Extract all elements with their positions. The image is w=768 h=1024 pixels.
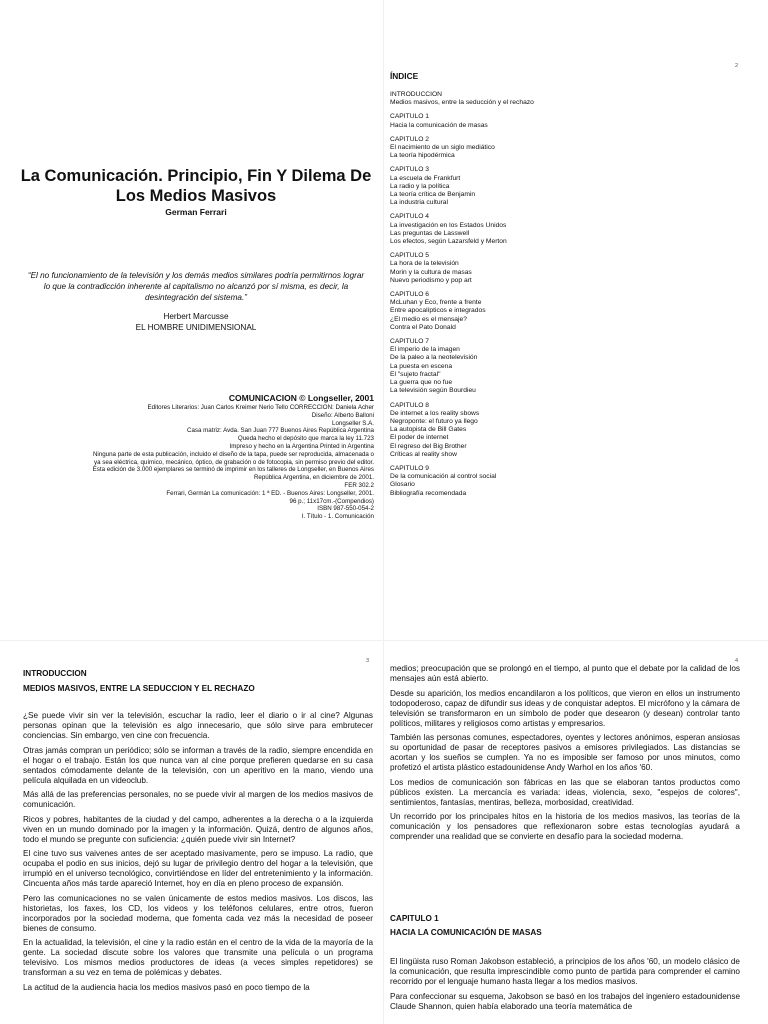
copyright-line: ya sea eléctrica, químico, mecánico, óptico, de grabación o de fotocopia, sin permiso previo del editor.: [94, 458, 374, 466]
paragraph: El cine tuvo sus vaivenes antes de ser aceptado masivamente, pero se impuso. La radio, que ocupaba el podio en sus inicios, dejó su lugar de privilegio dentro del hogar a la televisión, que irrumpió en el universo tecnológico, convirtiéndose en líder del entretenimiento y la información. Cincuenta años más tarde apareció Internet, hoy en día en pleno proceso de expansión.: [23, 849, 373, 888]
index-entry: La hora de la televisión: [390, 260, 459, 268]
index-group: [390, 136, 720, 161]
index-entry: El poder de internet: [390, 434, 449, 442]
paragraph: Los medios de comunicación son fábricas en las que se elaboran tantos productos como públicos existen. La mercancía es variada: ideas, violencia, sexo, "espejos de colores", sentimientos, fantasías, mentiras, belleza, morbosidad, creatividad.: [390, 777, 740, 807]
index-group: [390, 213, 720, 246]
index-entry: Hacia la comunicación de masas: [390, 121, 488, 129]
copyright-line: Queda hecho el depósito que marca la ley 11.723: [237, 435, 374, 443]
index-entry: Glosario: [390, 481, 415, 489]
copyright-line: FER 302.2: [344, 481, 374, 489]
index-section-title: CAPITULO 2: [390, 135, 430, 143]
index-entry: McLuhan y Eco, frente a frente: [390, 299, 482, 307]
chapter-page: [384, 641, 768, 1024]
section-subheading: MEDIOS MASIVOS, ENTRE LA SEDUCCION Y EL RECHAZO: [23, 684, 255, 693]
index-section-title: CAPITULO 1: [390, 113, 430, 121]
index-entry: De internet a los reality sbows: [390, 409, 480, 417]
page-number: 3: [365, 658, 369, 664]
index-page: [384, 0, 768, 640]
index-group: [390, 252, 720, 285]
index-entry: De la comunicación al control social: [390, 473, 497, 481]
index-entry: La radio y la política: [390, 182, 450, 190]
title-page: [0, 0, 383, 640]
copyright-block: [28, 393, 374, 521]
chapter-body-top: [390, 664, 740, 847]
paragraph: Más allá de las preferencias personales, no se puede vivir al margen de los medios masivos de comunicación.: [23, 790, 373, 809]
copyright-line: ISBN 987-550-054-2: [317, 505, 374, 513]
copyright-line: Diseño: Alberto Balloni: [311, 411, 374, 419]
index-section-title: CAPITULO 8: [390, 401, 430, 409]
index-group: [390, 338, 720, 395]
index-entry: Medios masivos, entre la seducción y el rechazo: [390, 99, 534, 107]
index-entry: Bibliografía recomendada: [390, 489, 467, 497]
paragraph: Para confeccionar su esquema, Jakobson se basó en los trabajos del ingeniero estadounidense Claude Shannon, quien había elaborado una teoría matemática de: [390, 991, 740, 1011]
index-entry: Morin y la cultura de masas: [390, 268, 472, 276]
paragraph: Ricos y pobres, habitantes de la ciudad y del campo, adherentes a la derecha o a la izquierda viven en un mundo dominado por la imagen y la información. Quizá, dentro de algunos años, todo el mundo se pregunte con suficiencia: ¿quién puede vivir sin Internet?: [23, 814, 373, 844]
index-group: [390, 91, 720, 107]
copyright-title: COMUNICACION © Longseller, 2001: [228, 393, 374, 403]
copyright-line: Ninguna parte de esta publicación, incluido el diseño de la tapa, puede ser reproducida, almacenada o: [92, 450, 374, 458]
index-section-title: CAPITULO 6: [390, 291, 430, 299]
chapter-subheading: HACIA LA COMUNICACIÓN DE MASAS: [390, 928, 542, 937]
index-section-title: CAPITULO 4: [390, 213, 430, 221]
index-section-title: CAPITULO 7: [390, 338, 430, 346]
epigraph-quote: “El no funcionamiento de la televisión y los demás medios similares podría permitirnos lograr lo que la contradicción inherente al capitalismo no alcanzó por sí misma, es decir, la desintegración del sistema.”: [27, 271, 365, 302]
index-title: ÍNDICE: [390, 71, 419, 81]
index-section-title: CAPITULO 9: [390, 464, 430, 472]
copyright-line: Editores Literarios: Juan Carlos Kreimer Nerio Tello CORRECCION: Daniela Acher: [147, 404, 374, 411]
index-entry: El regreso del Big Brother: [390, 442, 467, 450]
page-number: 2: [734, 63, 738, 69]
index-entry: La teoría crítica de Benjamin: [390, 191, 476, 199]
chapter-heading: CAPITULO 1: [390, 914, 439, 923]
copyright-line: I. Título - 1. Comunicación: [301, 513, 374, 521]
index-entry: La investigación en los Estados Unidos: [390, 221, 507, 229]
book-title: La Comunicación. Principio, Fin Y Dilema De Los Medios Masivos: [20, 167, 372, 205]
index-entry: La autopista de Bill Gates: [390, 426, 467, 434]
epigraph-author: Herbert Marcusse: [163, 312, 229, 321]
copyright-line: Casa matriz: Avda. San Juan 777 Buenos Aires República Argentina: [186, 427, 374, 435]
index-entry: De la paleo a la neotelevisión: [390, 354, 478, 362]
introduction-body: [23, 711, 373, 997]
index-entry: El imperio de la imagen: [390, 346, 460, 354]
index-entry: La guerra que no fue: [390, 379, 453, 387]
paragraph: También las personas comunes, espectadores, oyentes y lectores anónimos, esperan ansiosas su oportunidad de pasar de receptores pasivos a emisores privilegiados. Las distancias se acortan y los sueños se cumplen. Ya no es imposible ser famoso por unos minutos, como profetizó el artista plástico estadounidense Andy Warhol en los años '60.: [390, 733, 740, 772]
epigraph-book: EL HOMBRE UNIDIMENSIONAL: [135, 323, 257, 332]
index-entry: La televisión según Bourdieu: [390, 387, 476, 395]
paragraph: La actitud de la audiencia hacia los medios masivos pasó en poco tiempo de la: [23, 982, 310, 992]
copyright-line: Esta edición de 3.000 ejemplares se terminó de imprimir en los talleres de Longseller, en Buenos Aires: [92, 466, 374, 474]
chapter-body-bottom: [390, 957, 740, 1016]
index-group: [390, 291, 720, 332]
book-author: German Ferrari: [165, 207, 227, 217]
paragraph: Otras jamás compran un periódico; sólo se informan a través de la radio, siempre encendida en el hogar o el trabajo. Están los que nunca van al cine porque prefieren quedarse en su casa sentados cómodamente delante de la televisión, con un aperitivo en la mano, viendo una película alquilada en un videoclub.: [23, 745, 373, 785]
index-entry: Negroponte: el futuro ya llego: [390, 417, 478, 425]
index-entry: El nacimiento de un siglo mediático: [390, 144, 495, 152]
index-entry: La industria cultural: [390, 199, 448, 207]
copyright-line: Ferrari, Germán La comunicación: 1 ª ED. - Buenos Aires: Longseller, 2001.: [166, 489, 374, 497]
index-group: [390, 113, 720, 129]
copyright-line: 96 p.; 11x17cm.-(Compendios): [289, 497, 374, 505]
index-entry: La escuela de Frankfurt: [390, 174, 461, 182]
index-entry: Los efectos, según Lazarsfeld y Merton: [390, 238, 507, 246]
paragraph: medios; preocupación que se prolongó en el tiempo, al punto que el debate por la calidad de los mensajes aún está abierto.: [390, 664, 740, 683]
paragraph: El lingüista ruso Roman Jakobson estableció, a principios de los años '60, un modelo clásico de la comunicación, que resulta imprescindible como punto de partida para comprender el camino recorrido por el lenguaje humano hasta llegar a los medios masivos.: [390, 957, 740, 986]
paragraph: Pero las comunicaciones no se valen únicamente de estos medios masivos. Los discos, las historietas, los faxes, los CD, los videos y los teléfonos celulares, entre otros, fueron incorporados por la sociedad moderna, que fomenta cada vez más la necesidad de poseer bienes de consumo.: [23, 893, 373, 933]
paragraph: Un recorrido por los principales hitos en la historia de los medios masivos, las teorías de la comunicación y los pensadores que reflexionaron sobre estas tecnologías ayudará a comprender una realidad que se convierte en desafío para la sociedad moderna.: [390, 812, 740, 841]
copyright-lines: [28, 404, 374, 521]
copyright-line: Impreso y hecho en la Argentina Printed in Argentina: [229, 442, 374, 450]
page-number: 4: [734, 658, 738, 664]
index-entry: La teoría hipodérmica: [390, 152, 455, 160]
index-group: [390, 465, 720, 498]
index-section-title: INTRODUCCION: [390, 91, 443, 98]
index-section-title: CAPITULO 5: [390, 252, 430, 260]
paragraph: En la actualidad, la televisión, el cine y la radio están en el centro de la vida de la mayoría de la gente. La sociedad discute sobre los valores que transmite una película o un programa televisivo. Los mismos medios productores de ideas (a veces simples repetidores) se transforman a su vez en tema de polémicas y debates.: [23, 938, 373, 977]
section-heading: INTRODUCCION: [23, 669, 87, 678]
paragraph: Desde su aparición, los medios encandilaron a los políticos, que vieron en ellos un instrumento todopoderoso, capaz de difundir sus ideas y de conquistar adeptos. El micrófono y la cámara de televisión se transformaron en un símbolo de poder que desearon (y desean) controlar tanto políticos, militares y religiosos como artistas y empresarios.: [390, 688, 740, 728]
introduction-page: [0, 641, 383, 1024]
index-entry: Contra el Pato Donald: [390, 323, 456, 331]
index-group: [390, 402, 720, 459]
index-entry: Entre apocalípticos e integrados: [390, 307, 486, 315]
index-entry: Las preguntas de Lasswell: [390, 229, 470, 237]
index-entry: La puesta en escena: [390, 362, 453, 370]
index-section-title: CAPITULO 3: [390, 166, 430, 174]
index-entry: Nuevo periodismo y pop art: [390, 276, 472, 284]
index-entry: El "sujeto fractal": [390, 370, 441, 378]
index-entry: Críticas al reality show: [390, 450, 457, 458]
copyright-line: República Argentina, en diciembre de 2001.: [253, 474, 374, 482]
index-group: [390, 166, 720, 207]
copyright-line: Longseller S.A.: [332, 419, 374, 427]
index-list: [390, 91, 720, 504]
index-entry: ¿El medio es el mensaje?: [390, 315, 467, 323]
paragraph: ¿Se puede vivir sin ver la televisión, escuchar la radio, leer el diario o ir al cine? Algunas personas opinan que la televisión es algo innecesario, que sólo sirve para embrutecer conciencias. Sin embargo, ven cine con frecuencia.: [23, 711, 373, 740]
